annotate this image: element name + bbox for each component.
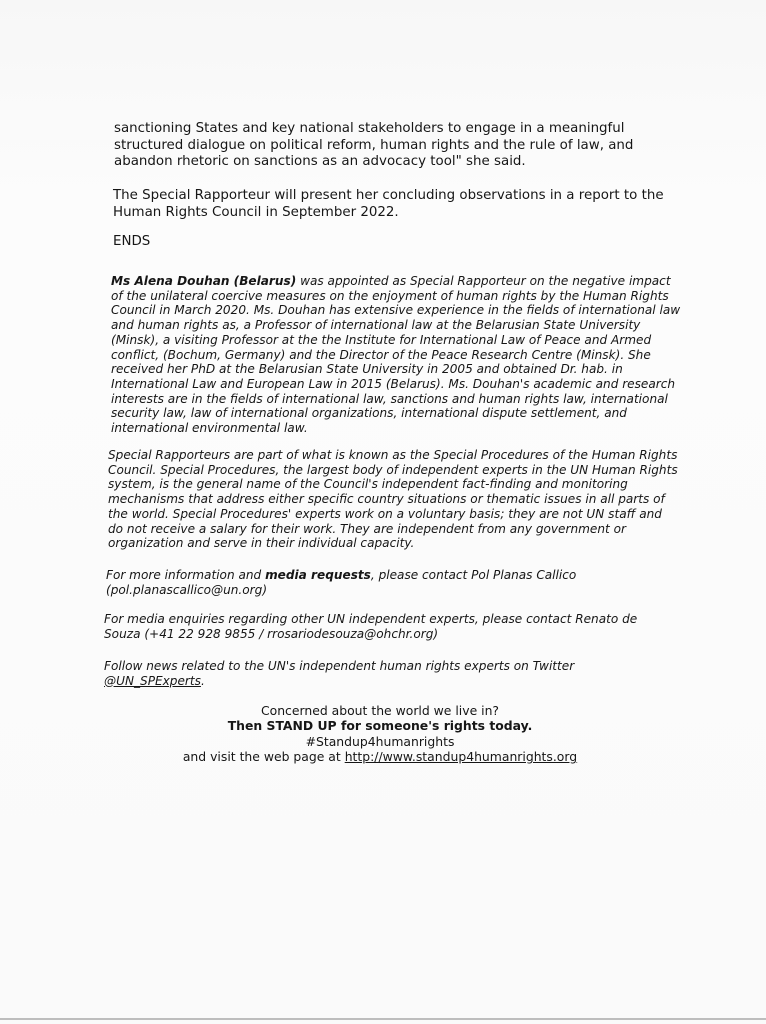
- bio-text: was appointed as Special Rapporteur on the negative impact of the unilateral coercive measures on the enjoyment of human rights by the Human Rights Council in March 2020. Ms. Douhan has extensive experience in the fields of international law and human rights as, a Professor of international law at the Belarusian State University (Minsk), a visiting Professor at the the Institute for International Law of Peace and Armed conflict, (Bochum, Germany) and the Director of the Peace Research Centre (Minsk). She received her PhD at the Belarusian State University in 2005 and obtained Dr. hab. in International Law and European Law in 2015 (Belarus). Ms. Douhan's academic and research interests are in the fields of international law, sanctions and human rights law, international security law, law of international organizations, international dispute settlement, and international environmental law.: [111, 274, 681, 436]
- paragraph-report: The Special Rapporteur will present her concluding observations in a report to the Human Rights Council in September 2022.: [113, 188, 664, 220]
- follow-text: Follow news related to the UN's independent human rights experts on Twitter: [104, 659, 575, 673]
- contact-media-bold: media requests: [265, 568, 371, 582]
- standup-url-link[interactable]: http://www.standup4humanrights.org: [344, 749, 578, 765]
- paragraph-quote: sanctioning States and key national stakeholders to engage in a meaningful structured dialogue on political reform, human rights and the rule of law, and abandon rhetoric on sanctions as an advocacy tool" she said.: [114, 121, 634, 170]
- contact-media-before: For more information and: [106, 568, 262, 582]
- ends-marker: ENDS: [113, 234, 151, 249]
- twitter-handle-link[interactable]: @UN_SPExperts: [104, 673, 201, 688]
- contact-media-after: , please contact Pol Planas Callico (pol.planascallico@un.org): [106, 568, 577, 597]
- contact-media-paragraph: [106, 568, 676, 597]
- closing-hashtag: #Standup4humanrights: [305, 733, 455, 749]
- contact-other-paragraph: For media enquiries regarding other UN independent experts, please contact Renato de Souza (+41 22 928 9855 / rrosariodesouza@ohchr.org): [104, 612, 638, 641]
- closing-line-1: Concerned about the world we live in?: [260, 703, 500, 718]
- closing-visit-text: and visit the web page at: [182, 749, 341, 765]
- follow-end: .: [200, 673, 205, 688]
- closing-line-2: Then STAND UP for someone's rights today.: [227, 718, 533, 734]
- follow-paragraph: [104, 659, 674, 688]
- closing-line-4: [160, 749, 600, 764]
- bio-paragraph: [111, 274, 681, 436]
- bio-name: Ms Alena Douhan (Belarus): [111, 274, 297, 288]
- closing-block: [160, 703, 600, 765]
- scan-edge-line: [0, 1018, 766, 1020]
- special-procedures-paragraph: Special Rapporteurs are part of what is known as the Special Procedures of the Human Rights Council. Special Procedures, the largest body of independent experts in the UN Human Rights system, is the general name of the Council's independent fact-finding and monitoring mechanisms that address either specific country situations or thematic issues in all parts of the world. Special Procedures' experts work on a voluntary basis; they are not UN staff and do not receive a salary for their work. They are independent from any government or organization and serve in their individual capacity.: [108, 448, 678, 551]
